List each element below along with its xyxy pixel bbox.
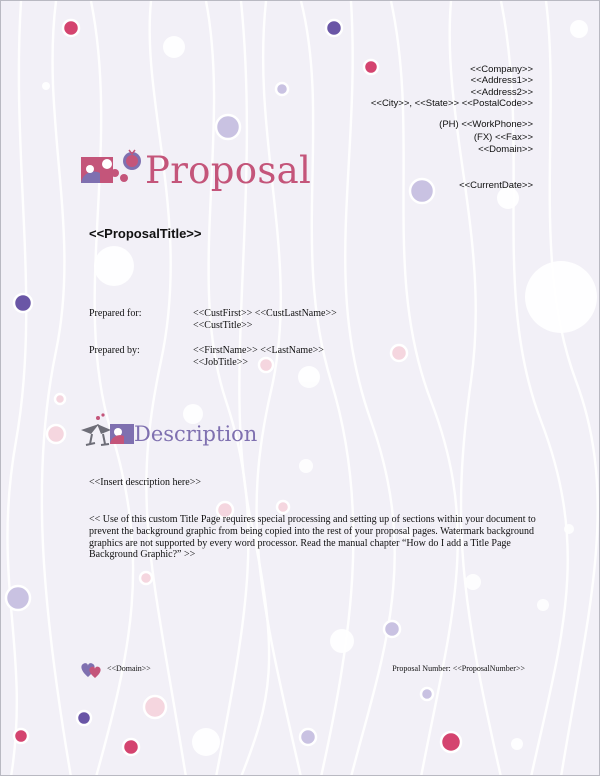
preparer-title: <<JobTitle>> <box>193 357 248 369</box>
proposal-heading: Proposal <box>145 149 312 192</box>
fax-line: (FX) <<Fax>> <box>473 131 533 143</box>
domain-line: <<Domain>> <box>478 144 533 156</box>
address-line-2: <<Address2>> <box>470 86 533 98</box>
footer-domain: <<Domain>> <box>107 664 151 673</box>
city-state-postal: <<City>>, <<State>> <<PostalCode>> <box>370 98 533 110</box>
preparer-name: <<FirstName>> <<LastName>> <box>193 345 324 356</box>
description-placeholder: <<Insert description here>> <box>89 477 201 488</box>
hearts-icon <box>80 659 104 679</box>
contact-block <box>273 119 533 157</box>
prepared-by-label: Prepared by: <box>89 345 140 356</box>
company-address-block <box>273 64 533 110</box>
prepared-for-value <box>193 308 337 333</box>
proposal-number: Proposal Number: <<ProposalNumber>> <box>392 664 525 673</box>
customer-name: <<CustFirst>> <<CustLastName>> <box>193 308 337 319</box>
company-name: <<Company>> <box>470 64 533 75</box>
phone-line: (PH) <<WorkPhone>> <box>439 119 533 130</box>
prepared-for-label: Prepared for: <box>89 308 142 319</box>
description-body: << Use of this custom Title Page requires special processing and setting up of sections within your document to prevent the background graphic from being copied into the rest of your proposal pages. Watermark background graphics are not supported by every word processor. Read the manual chapter “How do I add a Title Page Background Graphic?” >> <box>89 514 536 561</box>
proposal-logo-icon <box>80 147 142 187</box>
description-logo-icon <box>79 412 135 448</box>
prepared-by-value <box>193 345 324 370</box>
proposal-title: <<ProposalTitle>> <box>89 226 202 241</box>
description-heading: Description <box>134 422 258 446</box>
customer-title: <<CustTitle>> <box>193 320 253 332</box>
current-date: <<CurrentDate>> <box>459 180 533 191</box>
address-line-1: <<Address1>> <box>470 75 533 87</box>
